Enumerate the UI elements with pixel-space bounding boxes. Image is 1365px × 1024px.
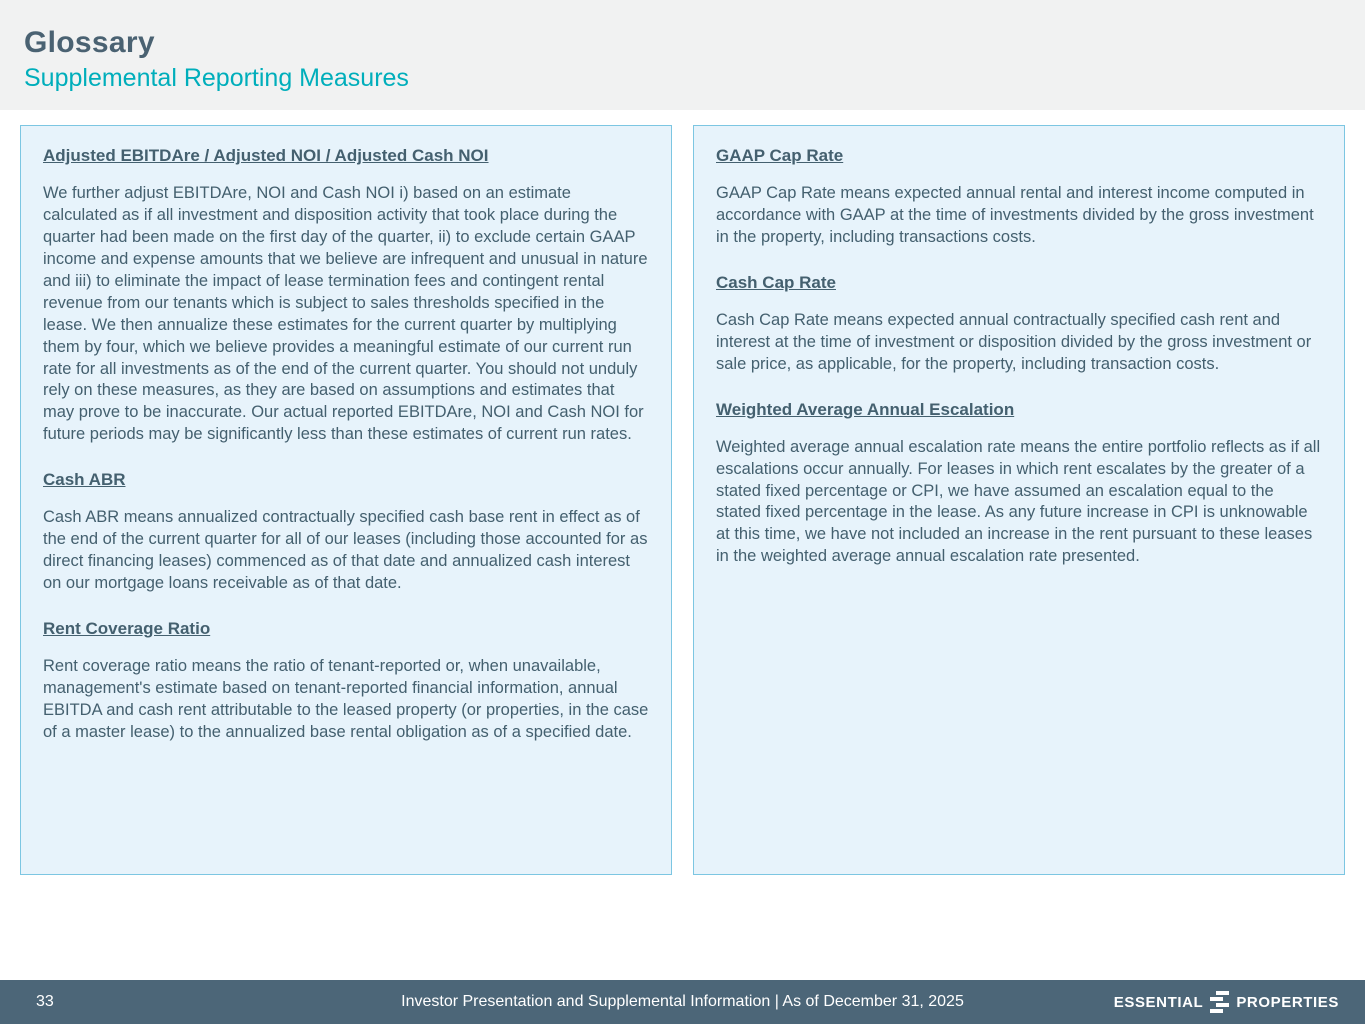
glossary-definition: Weighted average annual escalation rate means the entire portfolio reflects as if all escalations occur annually. For leases in which rent escalates by the greater of a stated fixed percentage or CPI, we have assumed an escalation equal to the stated fixed percentage in the lease. As any future increase in CPI is unknowable at this time, we have not included an increase in the rent pursuant to these leases in the weighted average annual escalation rate presented. [716,437,1321,566]
glossary-content [0,110,1365,875]
glossary-panel-right [693,125,1345,875]
glossary-entry [43,470,649,595]
glossary-definition: Rent coverage ratio means the ratio of tenant-reported or, when unavailable, management's estimate based on tenant-reported financial information, annual EBITDA and cash rent attributable to the leased property (or properties, in the case of a master lease) to the annualized base rental obligation as of a specified date. [43,657,649,741]
logo-text-properties: PROPERTIES [1236,993,1339,1011]
page-number: 33 [36,993,54,1010]
glossary-entry [716,400,1322,569]
footer-caption: Investor Presentation and Supplemental Information | As of December 31, 2025 [401,993,964,1010]
slide-header [0,0,1365,110]
footer-bar [0,980,1365,1024]
glossary-term: Cash ABR [43,470,126,490]
glossary-term: GAAP Cap Rate [716,146,844,165]
glossary-term: Cash Cap Rate [716,272,836,292]
glossary-entry [43,146,649,446]
glossary-panel-left [20,125,672,875]
glossary-definition: We further adjust EBITDAre, NOI and Cash NOI i) based on an estimate calculated as if all investment and disposition activity that took place during the quarter had been made on the first day of the quarter, ii) to exclude certain GAAP income and expense amounts that we believe are infrequent and unusual in nature and iii) to eliminate the impact of lease termination fees and contingent rental revenue from our tenants which is subject to sales thresholds specified in the lease. We then annualize these estimates for the current quarter by multiplying them by four, which we believe provides a meaningful estimate of our current run rate for all investments as of the end of the current quarter. You should not unduly rely on these measures, as they are based on assumptions and estimates that may prove to be inaccurate. Our actual reported EBITDAre, NOI and Cash NOI for future periods may be significantly less than these estimates of current run rates. [43,184,648,444]
page-subtitle: Supplemental Reporting Measures [24,64,409,92]
essential-properties-logo-icon [1210,991,1229,1013]
glossary-definition: Cash ABR means annualized contractually specified cash base rent in effect as of the end of the current quarter for all of our leases (including those accounted for as direct financing leases) commenced as of that date and annualized cash interest on our mortgage loans receivable as of that date. [43,508,648,593]
glossary-entry [43,619,649,744]
essential-properties-logo [1114,991,1339,1013]
glossary-term: Rent Coverage Ratio [43,619,211,638]
glossary-entry [716,273,1322,376]
glossary-definition: Cash Cap Rate means expected annual contractually specified cash rent and interest at the time of investment or disposition divided by the gross investment or sale price, as applicable, for the property, including transaction costs. [716,310,1312,373]
glossary-definition: GAAP Cap Rate means expected annual rental and interest income computed in accordance with GAAP at the time of investments divided by the gross investment in the property, including transactions costs. [716,184,1314,246]
page-title: Glossary [24,26,155,59]
glossary-entry [716,146,1322,249]
logo-text-essential: ESSENTIAL [1113,993,1204,1011]
glossary-term: Weighted Average Annual Escalation [716,399,1015,419]
glossary-term: Adjusted EBITDAre / Adjusted NOI / Adjusted Cash NOI [43,146,489,165]
